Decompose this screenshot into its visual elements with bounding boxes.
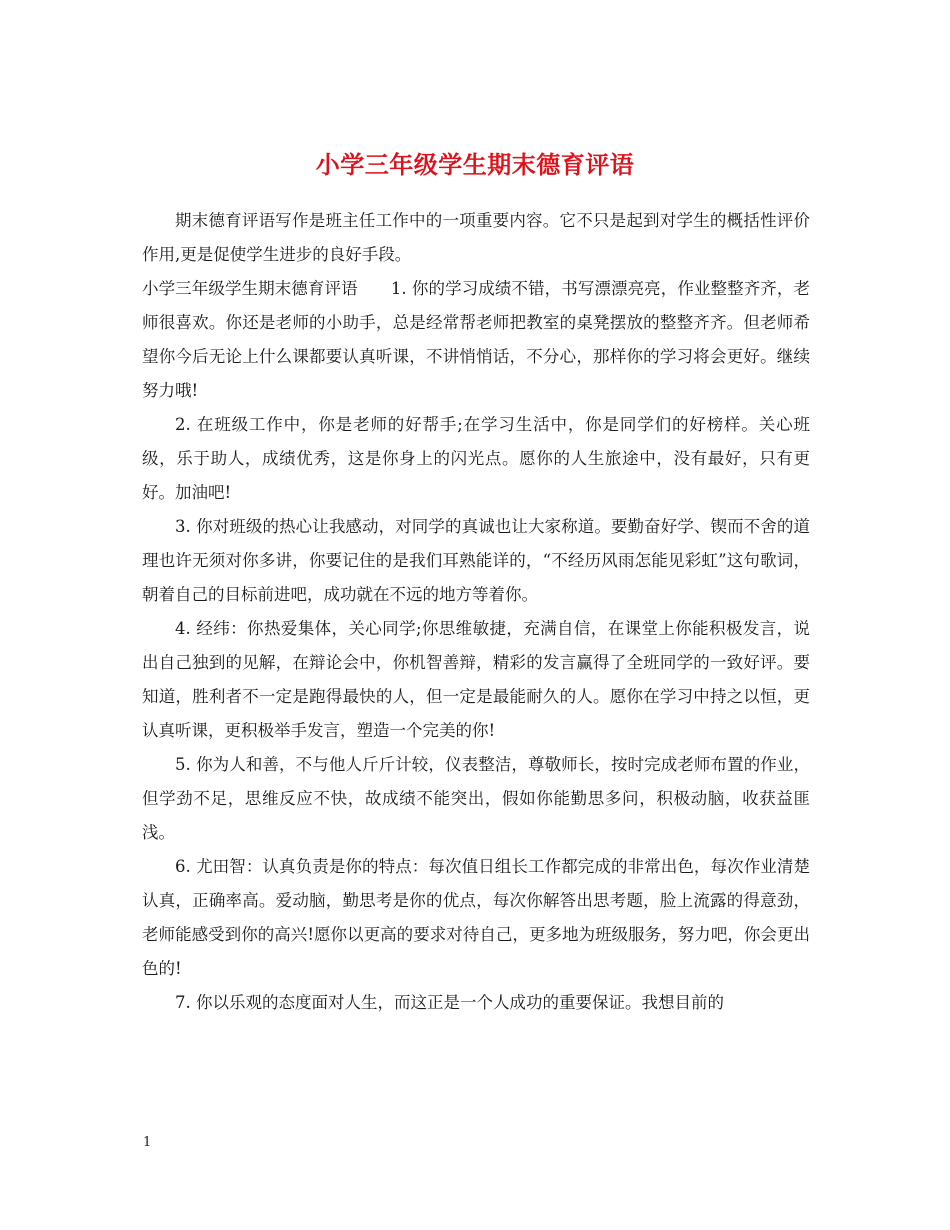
paragraph-comment-1: 小学三年级学生期末德育评语 1. 你的学习成绩不错，书写漂漂亮亮，作业整整齐齐，老师很喜欢。你还是老师的小助手，总是经常帮老师把教室的桌凳摆放的整整齐齐。但老师希望你今后无论上什么课都要认真听课，不讲悄悄话，不分心，那样你的学习将会更好。继续努力哦! — [142, 279, 810, 400]
paragraph-comment-2: 2. 在班级工作中，你是老师的好帮手;在学习生活中，你是同学们的好榜样。关心班级，乐于助人，成绩优秀，这是你身上的闪光点。愿你的人生旅途中，没有最好，只有更好。加油吧! — [142, 415, 810, 502]
paragraph-comment-4: 4. 经纬：你热爱集体，关心同学;你思维敏捷，充满自信，在课堂上你能积极发言，说出自己独到的见解，在辩论会中，你机智善辩，精彩的发言赢得了全班同学的一致好评。要知道，胜利者不一定是跑得最快的人，但一定是最能耐久的人。愿你在学习中持之以恒，更认真听课，更积极举手发言，塑造一个完美的你! — [142, 619, 810, 740]
paragraph-comment-3: 3. 你对班级的热心让我感动，对同学的真诚也让大家称道。要勤奋好学、锲而不舍的道理也许无须对你多讲，你要记住的是我们耳熟能详的，“不经历风雨怎能见彩虹”这句歌词，朝着自己的目标前进吧，成功就在不远的地方等着你。 — [142, 517, 810, 604]
paragraph-intro: 期末德育评语写作是班主任工作中的一项重要内容。它不只是起到对学生的概括性评价作用,更是促使学生进步的良好手段。 — [142, 211, 810, 264]
paragraph-comment-5: 5. 你为人和善，不与他人斤斤计较，仪表整洁，尊敬师长，按时完成老师布置的作业，但学劲不足，思维反应不快，故成绩不能突出，假如你能勤思多问，积极动脑，收获益匪浅。 — [142, 755, 810, 842]
paragraph-comment-6: 6. 尤田智：认真负责是你的特点：每次值日组长工作都完成的非常出色，每次作业清楚认真，正确率高。爱动脑，勤思考是你的优点，每次你解答出思考题，脸上流露的得意劲，老师能感受到你的高兴!愿你以更高的要求对待自己，更多地为班级服务，努力吧，你会更出色的! — [142, 857, 810, 978]
document-title: 小学三年级学生期末德育评语 — [315, 150, 635, 180]
paragraph-comment-7: 7. 你以乐观的态度面对人生，而这正是一个人成功的重要保证。我想目前的 — [175, 993, 724, 1012]
page-number: 1 — [143, 1135, 152, 1150]
document-body — [142, 204, 810, 1020]
